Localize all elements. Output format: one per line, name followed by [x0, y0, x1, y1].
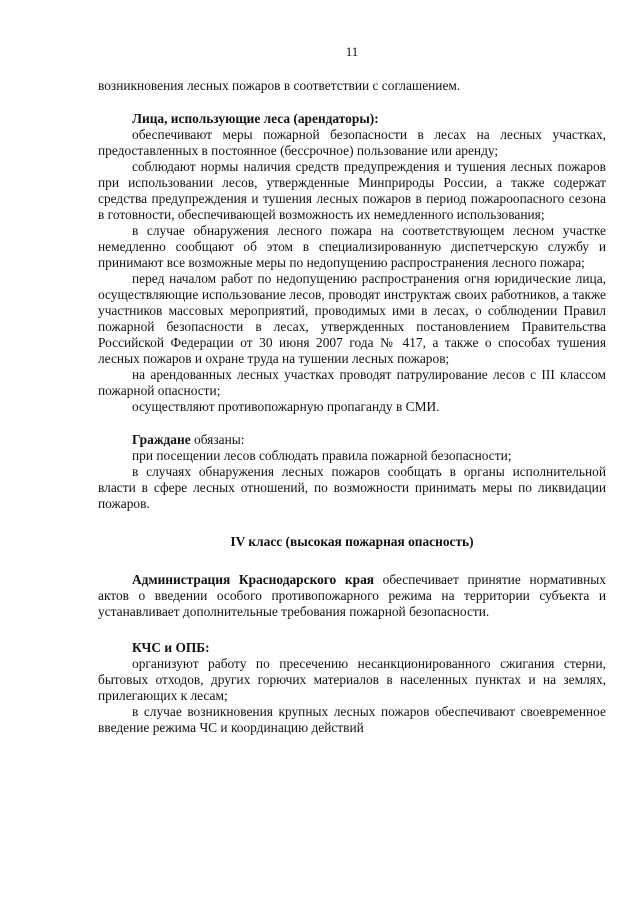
- lessees-item: осуществляют противопожарную пропаганду в СМИ.: [132, 399, 440, 414]
- intro-paragraph: возникновения лесных пожаров в соответствии с соглашением.: [98, 78, 461, 93]
- page-number: 11: [345, 44, 359, 59]
- lessees-item: соблюдают нормы наличия средств предупреждения и тушения лесных пожаров при использовании лесов, утвержденные Минприроды России, а также содержат средства предупреждения и тушения лесных пожаров в период пожароопасного сезона в готовности, обеспечивающей возможность их немедленного использования;: [98, 159, 606, 222]
- class4-admin-paragraph: [98, 572, 606, 620]
- admin-text: обеспечивает принятие нормативных актов о введении особого противопожарного режима на территории субъекта и устанавливает дополнительные требования пожарной безопасности.: [98, 572, 606, 619]
- lessees-item: на арендованных лесных участках проводят патрулирование лесов с III классом пожарной опасности;: [98, 367, 606, 398]
- citizens-heading-bold: Граждане: [132, 432, 191, 447]
- kchs-item: в случае возникновения крупных лесных пожаров обеспечивают своевременное введение режима ЧС и координацию действий: [98, 704, 606, 735]
- class4-heading: IV класс (высокая пожарная опасность): [230, 534, 474, 549]
- kchs-heading: КЧС и ОПБ:: [132, 640, 210, 655]
- citizens-item: в случаях обнаружения лесных пожаров сообщать в органы исполнительной власти в сфере лесных отношений, по возможности принимать меры по ликвидации пожаров.: [98, 464, 606, 511]
- lessees-item: перед началом работ по недопущению распространения огня юридические лица, осуществляющие использование лесов, проводят инструктаж своих работников, а также участников массовых мероприятий, проводимых ими в лесах, о соблюдении Правил пожарной безопасности в лесах, утвержденных постановлением Правительства Российской Федерации от 30 июня 2007 года № 417, а также о способах тушения лесных пожаров и охране труда на тушении лесных пожаров;: [98, 271, 606, 366]
- kchs-item: организуют работу по пресечению несанкционированного сжигания стерни, бытовых отходов, других горючих материалов в населенных пунктах и на землях, прилегающих к лесам;: [98, 656, 606, 703]
- citizens-heading-rest: обязаны:: [190, 432, 245, 447]
- admin-name: Администрация Краснодарского края: [132, 572, 375, 587]
- lessees-item: обеспечивают меры пожарной безопасности в лесах на лесных участках, предоставленных в постоянное (бессрочное) пользование или аренду;: [98, 127, 606, 158]
- citizens-item: при посещении лесов соблюдать правила пожарной безопасности;: [132, 448, 512, 463]
- citizens-heading: [98, 432, 606, 448]
- lessees-item: в случае обнаружения лесного пожара на соответствующем лесном участке немедленно сообщают об этом в специализированную диспетчерскую службу и принимают все возможные меры по недопущению распространения лесного пожара;: [98, 223, 606, 270]
- lessees-heading: Лица, использующие леса (арендаторы):: [132, 111, 379, 126]
